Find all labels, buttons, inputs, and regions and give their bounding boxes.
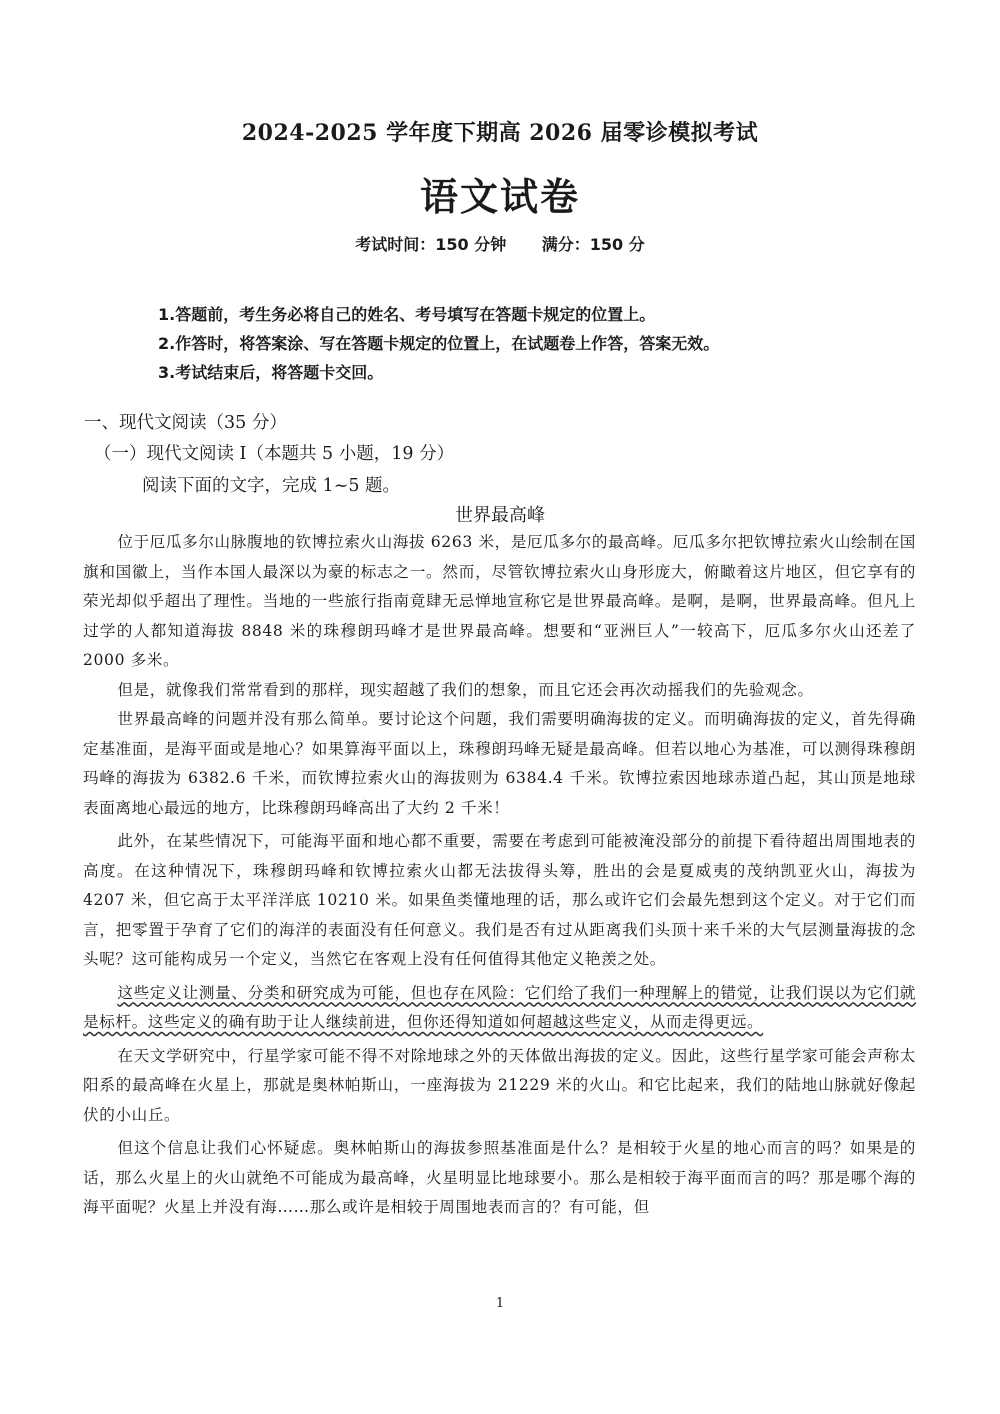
article-paragraph-underlined: [83, 979, 916, 1038]
article-paragraph: 位于厄瓜多尔山脉腹地的钦博拉索火山海拔 6263 米，是厄瓜多尔的最高峰。厄瓜多尔把钦博拉索火山绘制在国旗和国徽上，当作本国人最深以为豪的标志之一。然而，尽管钦博拉索火山身形庞大，俯瞰着这片地区，但它享有的荣光却似乎超出了理性。当地的一些旅行指南竟肆无忌惮地宣称它是世界最高峰。是啊，是啊，世界最高峰。但凡上过学的人都知道海拔 8848 米的珠穆朗玛峰才是世界最高峰。想要和“亚洲巨人”一较高下，厄瓜多尔火山还差了 2000 多米。: [83, 533, 916, 669]
article-paragraph: 在天文学研究中，行星学家可能不得不对除地球之外的天体做出海拔的定义。因此，这些行星学家可能会声称太阳系的最高峰在火星上，那就是奥林帕斯山，一座海拔为 21229 米的火山。和它比起来，我们的陆地山脉就好像起伏的小山丘。: [83, 1046, 916, 1124]
subject-title: 语文试卷: [419, 174, 580, 219]
instruction-item: 3.考试结束后，将答题卡交回。: [158, 363, 384, 382]
full-score: 满分：150 分: [541, 235, 645, 254]
page-number: 1: [495, 1296, 505, 1311]
exam-heading: 2024-2025 学年度下期高 2026 届零诊模拟考试: [241, 120, 759, 146]
article-paragraph: 但是，就像我们常常看到的那样，现实超越了我们的想象，而且它还会再次动摇我们的先验观念。: [117, 680, 814, 699]
article-paragraph: 此外，在某些情况下，可能海平面和地心都不重要，需要在考虑到可能被淹没部分的前提下看待超出周围地表的高度。在这种情况下，珠穆朗玛峰和钦博拉索火山都无法拔得头筹，胜出的会是夏威夷的茂纳凯亚火山，海拔为 4207 米，但它高于太平洋洋底 10210 米。如果鱼类懂地理的话，那么或许它们会最先想到这个定义。对于它们而言，把零置于孕育了它们的海洋的表面没有任何意义。我们是否有过从距离我们头顶十来千米的大气层测量海拔的念头呢？这可能构成另一个定义，当然它在客观上没有任何值得其他定义艳羡之处。: [83, 832, 916, 968]
instruction-item: 1.答题前，考生务必将自己的姓名、考号填写在答题卡规定的位置上。: [158, 305, 656, 324]
section-heading: 一、现代文阅读（35 分）: [84, 413, 287, 433]
exam-meta: [0, 232, 1000, 255]
article-paragraph: 但这个信息让我们心怀疑虑。奥林帕斯山的海拔参照基准面是什么？是相较于火星的地心而言的吗？如果是的话，那么火星上的火山就绝不可能成为最高峰，火星明显比地球要小。那么是相较于海平面而言的吗？那是哪个海的海平面呢？火星上并没有海……那么或许是相较于周围地表而言的？有可能，但: [83, 1139, 916, 1216]
reading-directive: 阅读下面的文字，完成 1~5 题。: [142, 476, 401, 496]
subsection-heading: （一）现代文阅读 I（本题共 5 小题，19 分）: [94, 444, 455, 464]
wavy-underlined-text: 这些定义让测量、分类和研究成为可能，但也存在风险：它们给了我们一种理解上的错觉，让我们误以为它们就是标杆。这些定义的确有助于让人继续前进，但你还得知道如何超越这些定义，从而走得更远。: [83, 983, 916, 1031]
article-body: [83, 528, 916, 1223]
exam-time: 考试时间：150 分钟: [355, 235, 507, 254]
article-paragraph: 世界最高峰的问题并没有那么简单。要讨论这个问题，我们需要明确海拔的定义。而明确海拔的定义，首先得确定基准面，是海平面或是地心？如果算海平面以上，珠穆朗玛峰无疑是最高峰。但若以地心为基准，可以测得珠穆朗玛峰的海拔为 6382.6 千米，而钦博拉索火山的海拔则为 6384.4 千米。钦博拉索因地球赤道凸起，其山顶是地球表面离地心最远的地方，比珠穆朗玛峰高出了大约 2 千米！: [83, 710, 916, 817]
article-title: 世界最高峰: [455, 505, 545, 526]
instructions: [158, 300, 958, 387]
instruction-item: 2.作答时，将答案涂、写在答题卡规定的位置上，在试题卷上作答，答案无效。: [158, 334, 720, 353]
